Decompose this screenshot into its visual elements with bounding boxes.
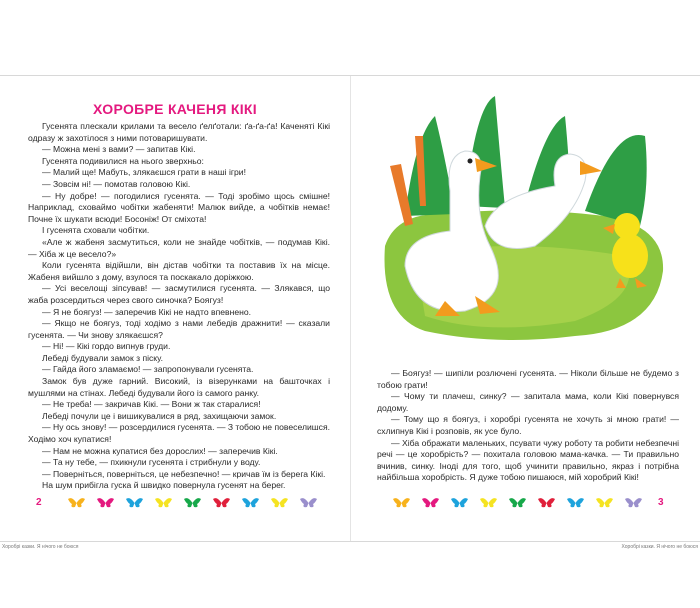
paragraph: — Я не боягуз! — заперечив Кікі не надто впевнено. <box>42 306 252 317</box>
footer-text: Хоробрі казки. Я нічого не боюся <box>2 544 79 550</box>
butterfly-icon <box>480 497 497 509</box>
butterfly-icon <box>625 497 642 509</box>
right-page-text <box>377 368 679 484</box>
paragraph: — Та ну тебе, — пхикнули гусенята і стрибнули у воду. <box>42 457 261 468</box>
butterfly-icon <box>155 497 172 509</box>
butterfly-icon <box>300 497 317 509</box>
paragraph: — Ні! — Кікі гордо випнув груди. <box>42 341 171 352</box>
butterfly-icon <box>509 497 526 509</box>
page-number: 3 <box>658 497 664 508</box>
butterfly-icon <box>242 497 259 509</box>
paragraph: Гусенята плескали крилами та весело ґелґотали: ґа-ґа-ґа! Каченяті Кікі одразу ж захотілося з ними потоваришувати. <box>28 121 330 143</box>
butterfly-icon <box>538 497 555 509</box>
left-page <box>0 76 350 550</box>
paragraph: «Але ж жабеня засмутиться, коли не знайде чобітків, — подумав Кікі. — Хіба ж це весело?» <box>28 236 330 259</box>
paragraph: — Чому ти плачеш, синку? — запитала мама, коли Кікі повернувся додому. <box>377 391 679 413</box>
butterfly-row <box>393 497 642 509</box>
paragraph: — Можна мені з вами? — запитав Кікі. <box>42 144 196 155</box>
story-title: ХОРОБРЕ КАЧЕНЯ КІКІ <box>93 101 257 117</box>
butterfly-icon <box>213 497 230 509</box>
paragraph: — Поверніться, поверніться, це небезпечно! — кричав їм із берега Кікі. <box>42 468 326 479</box>
paragraph: Коли гусенята відійшли, він дістав чобітки та поставив їх на місце. Жабеня вийшло з дому, взулося та поскакало доріжкою. <box>28 260 330 282</box>
butterfly-icon <box>184 497 201 509</box>
paragraph: — Не треба! — закричав Кікі. — Вони ж так старалися! <box>42 399 261 410</box>
butterfly-icon <box>451 497 468 509</box>
butterfly-icon <box>97 497 114 509</box>
paragraph: — Зовсім ні! — помотав головою Кікі. <box>42 178 191 189</box>
butterfly-icon <box>271 497 288 509</box>
butterfly-icon <box>567 497 584 509</box>
paragraph: І гусенята сховали чобітки. <box>42 225 150 236</box>
paragraph: — Малий ще! Мабуть, злякаєшся грати в наші ігри! <box>42 167 246 178</box>
paragraph: На шум прибігла гуска й швидко повернула гусенят на берег. <box>42 480 286 491</box>
book-spread <box>0 75 700 550</box>
paragraph: — Усі веселощі зіпсував! — засмутилися гусенята. — Злякався, що жаба розсердиться через свого синочка? Боягуз! <box>28 283 330 305</box>
page-number: 2 <box>36 497 42 508</box>
butterfly-icon <box>422 497 439 509</box>
paragraph: — Тому що я боягуз, і хоробрі гусенята не хочуть зі мною грати! — схлипнув Кікі і розповів, як усе було. <box>377 414 679 436</box>
butterfly-row <box>68 497 317 509</box>
paragraph: Гусенята подивилися на нього зверхньо: <box>42 155 204 166</box>
butterfly-icon <box>68 497 85 509</box>
paragraph: Замок був дуже гарний. Високий, із візерунками на башточках і мушлями на стінах. Лебеді будували його із самого ранку. <box>28 376 330 398</box>
butterfly-icon <box>393 497 410 509</box>
paragraph: — Ну добре! — погодилися гусенята. — Тоді зробімо щось смішне! Наприклад, сховаймо чобітки жабеняти! Малюк вийде, а чобітків немає! Почне їх шукати всюди! Босоніж! От сміхота! <box>28 190 330 224</box>
illustration-geese-and-duckling <box>375 96 667 351</box>
left-page-text <box>28 121 330 492</box>
paragraph: — Хіба ображати маленьких, псувати чужу роботу та робити небезпечні речі — це хоробрість? — похитала головою мама-качка. — Ти правильно вчинив, синку. Іноді для того, щоб учинити правильно, якраз і потрібна найбільша хоробрість. Я дуже тобою пишаюся, мій хоробрий Кікі! <box>377 437 679 483</box>
footer-text: Хоробрі казки. Я нічого не боюся <box>621 544 698 550</box>
right-page <box>351 76 700 550</box>
paragraph: — Нам не можна купатися без дорослих! — заперечив Кікі. <box>42 445 278 456</box>
paragraph: — Якщо не боягуз, тоді ходімо з нами лебедів дражнити! — сказали гусенята. — Чи знову злякаєшся? <box>28 318 330 340</box>
paragraph: Лебеді почули це і вишикувалися в ряд, захищаючи замок. <box>42 410 277 421</box>
paragraph: — Гайда його зламаємо! — запропонували гусенята. <box>42 364 254 375</box>
butterfly-icon <box>596 497 613 509</box>
butterfly-icon <box>126 497 143 509</box>
paragraph: — Боягуз! — шипіли розлючені гусенята. — Ніколи більше не будемо з тобою грати! <box>377 368 679 390</box>
paragraph: — Ну ось знову! — розсердилися гусенята. — З тобою не повеселишся. Ходімо хоч купатися! <box>28 422 330 445</box>
paragraph: Лебеді будували замок з піску. <box>42 352 163 363</box>
